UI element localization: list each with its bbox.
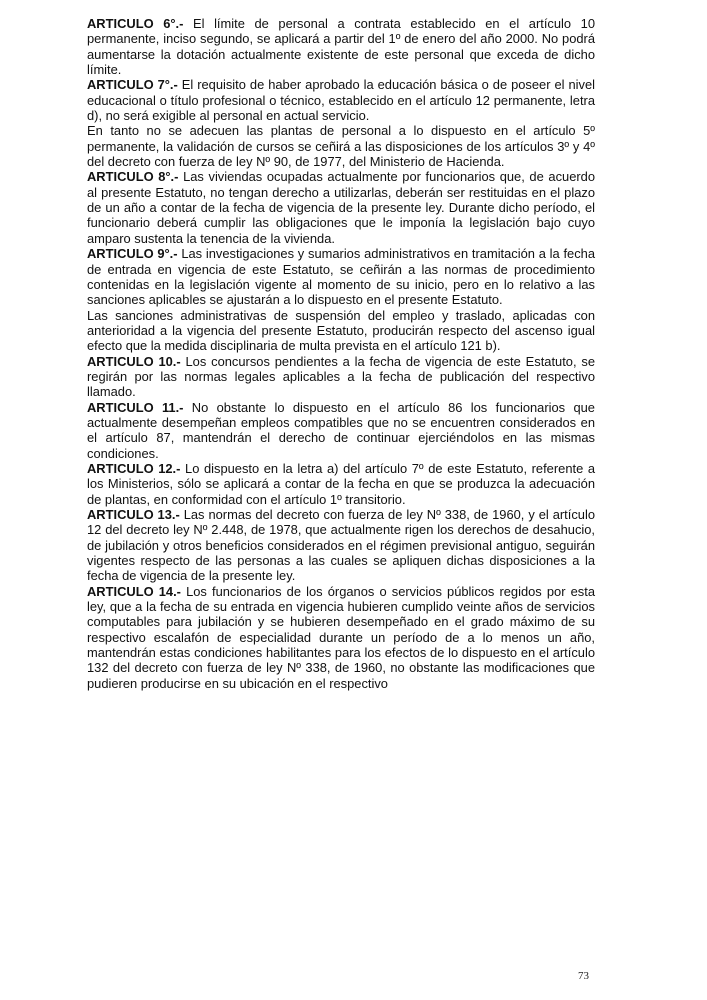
article-6-text: El límite de personal a contrata establecido en el artículo 10 permanente, inciso segundo, se aplicará a partir del 1º de enero del año 2000. No podrá aumentarse la dotación actualmente existente de este personal que exceda de dicho límite. [87,16,596,78]
article-12-paragraph [87,461,595,507]
article-8-text: Las viviendas ocupadas actualmente por funcionarios que, de acuerdo al presente Estatuto, no tengan derecho a utilizarlas, deberán ser restituidas en el plazo de un año a contar de la fecha de vigencia de la presente ley. Durante dicho período, el funcionario deberá cumplir las obligaciones que le imponía la legislación bajo cuyo amparo sustenta la tenencia de la vivienda. [87,169,595,246]
article-7-paragraph-2: En tanto no se adecuen las plantas de personal a lo dispuesto en el artículo 5º permanente, la validación de cursos se ceñirá a las disposiciones de los artículos 3º y 4º del decreto con fuerza de ley Nº 90, de 1977, del Ministerio de Hacienda. [87,123,595,170]
document-body [87,16,595,691]
article-8-paragraph [87,169,595,246]
article-6-paragraph [87,16,595,77]
article-12-text: Lo dispuesto en la letra a) del artículo 7º de este Estatuto, referente a los Ministerios, sólo se aplicará a contar de la fecha en que se produzca la adecuación de plantas, en conformidad con el artículo 1º transitorio. [87,460,596,507]
article-10-paragraph [87,354,595,400]
article-10-title: ARTICULO 10.- [87,353,181,369]
article-9-title: ARTICULO 9°.- [87,246,178,262]
article-14-paragraph [87,584,595,691]
article-7-paragraph [87,77,595,123]
article-11-text: No obstante lo dispuesto en el artículo 86 los funcionarios que actualmente desempeñan empleos compatibles que no se encuentren considerados en el artículo 87, mantendrán el derecho de continuar ejerciéndolos en las mismas condiciones. [87,399,595,461]
article-9-paragraph [87,246,595,307]
article-13-paragraph [87,507,595,584]
article-9-paragraph-2: Las sanciones administrativas de suspensión del empleo y traslado, aplicadas con anterioridad a la vigencia del presente Estatuto, producirán respecto del ascenso igual efecto que la medida disciplinaria de multa prevista en el artículo 121 b). [87,307,595,354]
article-7-text: El requisito de haber aprobado la educación básica o de poseer el nivel educacional o título profesional o técnico, establecido en el artículo 12 permanente, letra d), no será exigible al personal en actual servicio. [87,77,596,124]
page-number: 73 [578,970,589,982]
article-13-title: ARTICULO 13.- [87,507,180,522]
article-6-title: ARTICULO 6°.- [87,16,184,31]
article-12-title: ARTICULO 12.- [87,460,181,476]
article-14-text: Los funcionarios de los órganos o servicios públicos regidos por esta ley, que a la fecha de su entrada en vigencia hubieren cumplido veinte años de servicios computables para jubilación y se hubieren desempeñado en el grado máximo de su respectivo escalafón de especialidad durante un período de a lo menos un año, mantendrán estas condiciones habilitantes para los efectos de lo dispuesto en el artículo 132 del decreto con fuerza de ley Nº 338, de 1960, no obstante las modificaciones que pudieren producirse en su ubicación en el respectivo [87,583,596,691]
article-10-text: Los concursos pendientes a la fecha de vigencia de este Estatuto, se regirán por las normas legales aplicables a la fecha de publicación del respectivo llamado. [87,353,595,400]
article-14-title: ARTICULO 14.- [87,583,181,599]
article-11-paragraph [87,400,595,461]
article-9-text: Las investigaciones y sumarios administrativos en tramitación a la fecha de entrada en vigencia de este Estatuto, se ceñirán a las normas de procedimiento contenidas en la legislación vigente al momento de su inicio, pero en lo relativo a las sanciones aplicables se ajustarán a lo dispuesto en el presente Estatuto. [87,246,595,308]
article-7-title: ARTICULO 7°.- [87,77,178,93]
article-13-text: Las normas del decreto con fuerza de ley Nº 338, de 1960, y el artículo 12 del decreto ley Nº 2.448, de 1978, que actualmente rigen los derechos de desahucio, de jubilación y otros beneficios considerados en el régimen previsional antiguo, seguirán vigentes respecto de las personas a las cuales se apliquen dichas disposiciones a la fecha de vigencia de la presente ley. [87,507,595,584]
article-11-title: ARTICULO 11.- [87,399,184,415]
article-8-title: ARTICULO 8°.- [87,169,179,185]
